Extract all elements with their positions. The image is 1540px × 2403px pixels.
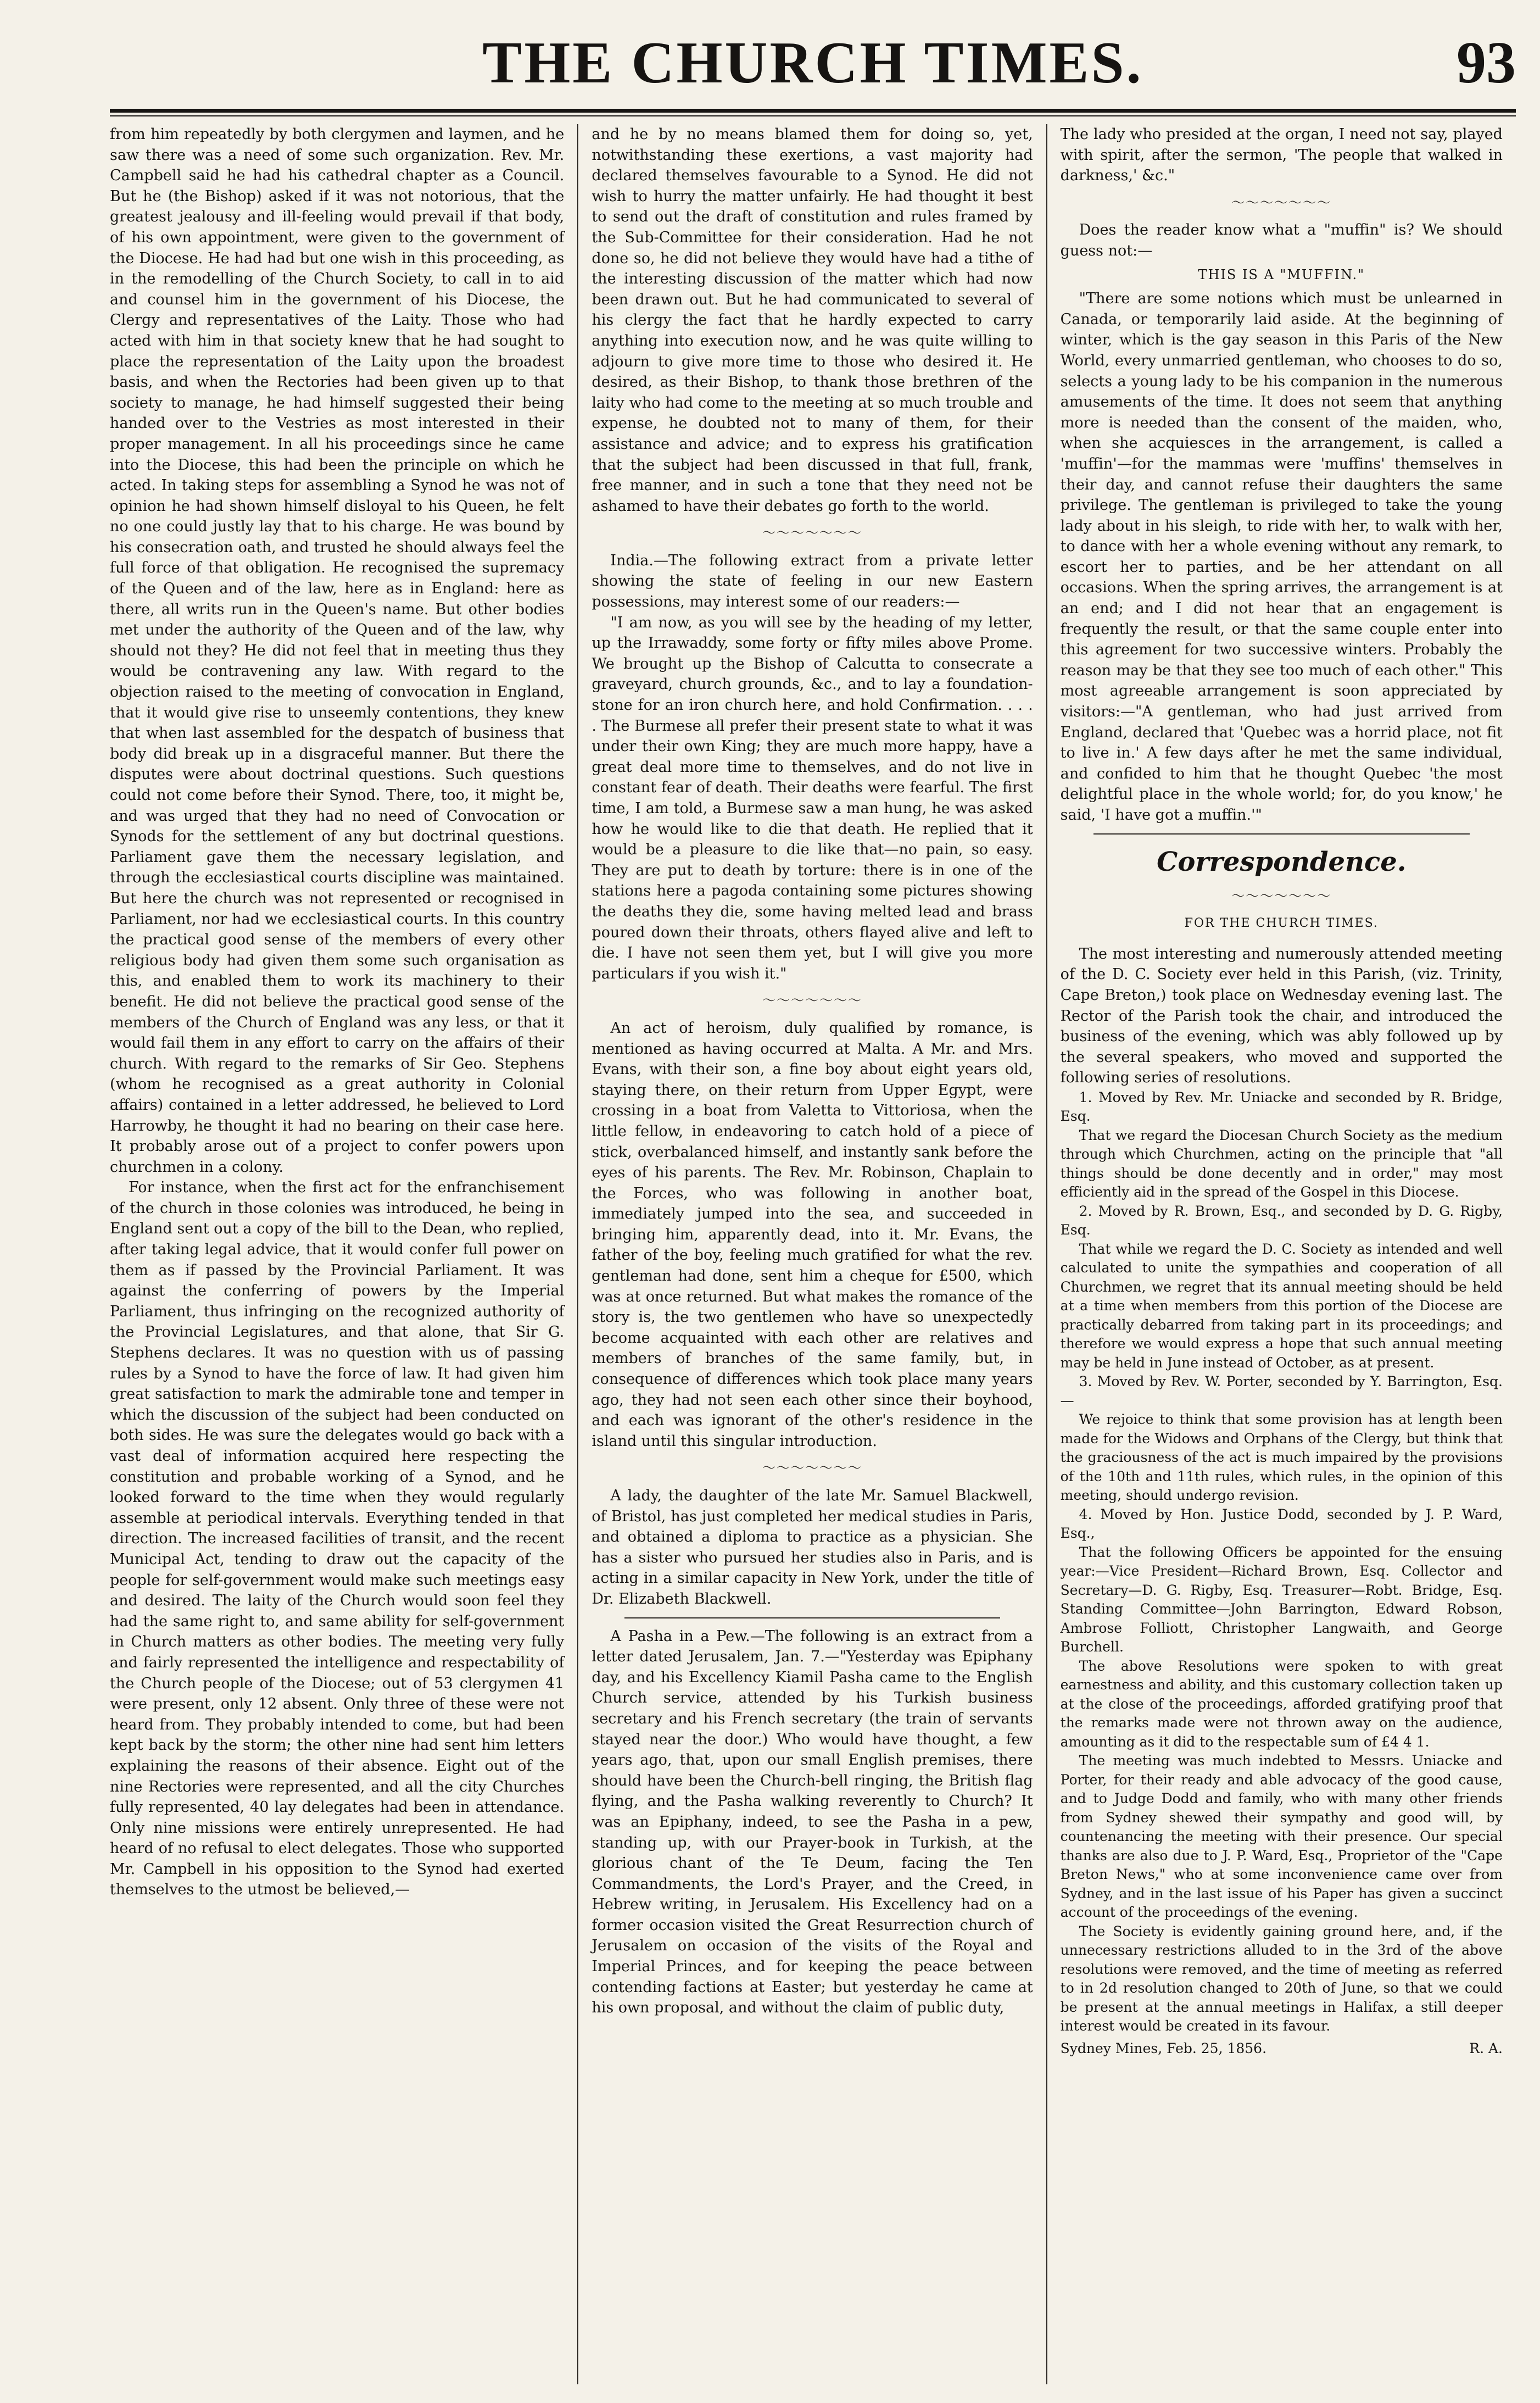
muffin-question: Does the reader know what a "muffin" is? We should guess not:— — [1060, 221, 1503, 259]
correspondence-heading: Correspondence. — [1157, 846, 1407, 877]
resolution-2-mover: 2. Moved by R. Brown, Esq., and seconded by D. G. Rigby, Esq. — [1060, 1203, 1503, 1238]
masthead-rule-thin — [110, 115, 1516, 116]
synod-report-text-continued: For instance, when the first act for the enfranchisement of the church in those colonies was introduced, he being in England sent out a copy of the bill to the Dean, who replied, after taking legal advice, that it would confer full power on them as if passed by the Provincial Parliament. It was against the conferring of powers by the Imperial Parliament, thus infringing on the recognized authority of the Provincial Legislatures, and that alone, that Sir G. Stephens declares. It was no question with us of passing rules by a Synod to have the force of law. It had given him great satisfaction to mark the admirable tone and temper in which the discussion of the subject had been conducted on both sides. He was sure the delegates would go back with a vast deal of information acquired here respecting the constitution and probable working of a Synod, and he looked forward to the time when they would regularly assemble at periodical intervals. Everything tended in that direction. The increased facilities of transit, and the recent Municipal Act, tending to draw out the capacity of the people for self-government would make such meetings easy and desired. The laity of the Church would soon feel they had the same right to, and same ability for self-government in Church matters as other bodies. The meeting very fully and fairly represented the intelligence and respectability of the Church people of the Diocese; out of 53 clergymen 41 were present, only 12 absent. Only three of these were not heard from. They probably intended to come, but had been kept back by the storm; the other nine had sent him letters explaining the reasons of their absence. Eight out of the nine Rectories were represented, and all the city Churches fully represented, 40 lay delegates had been in attendance. Only nine missions were entirely unrepresented. He had heard of no refusal to elect delegates. Those who supported Mr. Campbell in his opposition to the Synod had exerted themselves to the utmost be believed,— — [110, 1179, 565, 1899]
signoff-initials: R. A. — [1469, 2040, 1503, 2056]
thanks-paragraph: The meeting was much indebted to Messrs. Uniacke and Porter, for their ready and able advocacy of the good cause, and to Judge Dodd and family, who with many other friends from Sydney shewed their sympathy and good will, by countenancing the meeting with their presence. Our special thanks are also due to J. P. Ward, Esq., Proprietor of the "Cape Breton News," who at some inconvenience came over from Sydney, and in the last issue of his Paper has given a succinct account of the proceedings of the evening. — [1060, 1753, 1503, 1921]
muffin-article: "There are some notions which must be unlearned in Canada, or temporarily laid aside. At the beginning of winter, which is the gay season in this Paris of the New World, every unmarried gentleman, who chooses to do so, selects a young lady to be his companion in the numerous amusements of the time. It does not seem that anything more is needed than the consent of the maiden, who, when she acquiesces in the arrangement, is called a 'muffin'—for the mammas were 'muffins' themselves in their day, and cannot refuse their daughters the same privilege. The gentleman is privileged to take the young lady about in his sleigh, to ride with her, to walk with her, to dance with her a whole evening without any remark, to escort her to parties, and be her attendant on all occasions. When the spring arrives, the arrangement is at an end; and I did not hear that an engagement is frequently the result, or that the same couple enter into this agreement for two successive winters. Probably the reason may be that they see too much of each other." This most agreeable arrangement is soon appreciated by visitors:—"A gentleman, who had just arrived from England, declared that 'Quebec was a horrid place, not fit to live in.' A few days after he met the same individual, and confided to him that he thought Quebec 'the most delightful place in the whole world; for, do you know,' he said, 'I have got a muffin.'" — [1060, 290, 1503, 824]
newspaper-page — [110, 22, 1516, 2384]
resolution-3-text: We rejoice to think that some provision has at length been made for the Widows and Orphans of the Clergy, but think that the graciousness of the act is much impaired by the provisions of the 10th and 11th rules, which rules, in the opinion of this meeting, should undergo revision. — [1060, 1411, 1503, 1504]
resolution-3-mover: 3. Moved by Rev. W. Porter, seconded by Y. Barrington, Esq.— — [1060, 1373, 1503, 1409]
separator-line — [1093, 833, 1470, 835]
pasha-article: A Pasha in a Pew.—The following is an extract from a letter dated Jerusalem, Jan. 7.—"Yesterday was Epiphany day, and his Excellency Kiamil Pasha came to the English Church service, attended by his Turkish business secretary and his French secretary (the train of servants stayed near the door.) Who would have thought, a few years ago, that, upon our small English premises, there should have been the Church-bell ringing, the British flag flying, and the Pasha walking reverently to Church? It was an Epiphany, indeed, to see the Pasha in a pew, standing up, with our Prayer-book in Turkish, at the glorious chant of the Te Deum, facing the Ten Commandments, the Lord's Prayer, and the Creed, in Hebrew writing, in Jerusalem. His Excellency had on a former occasion visited the Great Resurrection church of Jerusalem on occasion of the visits of the Royal and Imperial Princes, and for keeping the peace between contending factions at Easter; but yesterday he came at his own proposal, and without the claim of public duty, — [592, 1627, 1033, 2017]
resolution-2-text: That while we regard the D. C. Society as intended and well calculated to unite the sympathies and cooperation of all Churchmen, we regret that its annual meeting should be held at a time when members from this portion of the Diocese are practically debarred from taking part in its proceedings; and therefore we would express a hope that such annual meeting may be held in June instead of October, as at present. — [1060, 1241, 1503, 1371]
article-columns — [110, 124, 1516, 2384]
separator: 〜〜〜〜〜〜〜 — [1231, 194, 1332, 210]
masthead — [110, 22, 1516, 104]
separator: 〜〜〜〜〜〜〜 — [762, 1460, 862, 1476]
separator: 〜〜〜〜〜〜〜 — [762, 993, 862, 1009]
separator-line — [624, 1617, 1000, 1618]
malta-heroism-article: An act of heroism, duly qualified by romance, is mentioned as having occurred at Malta. A Mr. and Mrs. Evans, with their son, a fine boy about eight years old, staying there, on their return from Upper Egypt, were crossing in a boat from Valetta to Vittoriosa, when the little fellow, in endeavoring to catch hold of a piece of stick, overbalanced himself, and instantly sank before the eyes of his parents. The Rev. Mr. Robinson, Chaplain to the Forces, who was following in another boat, immediately jumped into the sea, and succeeded in bringing him, apparently dead, into it. Mr. Evans, the father of the boy, feeling much gratified for what the rev. gentleman had done, sent him a cheque for £500, which was at once returned. But what makes the romance of the story is, the two gentlemen who have so unexpectedly become acquainted with each other are relatives and members of branches of the same family, but, in consequence of differences which took place many years ago, they had not seen each other since their boyhood, and each was ignorant of the other's residence in the island until this singular introduction. — [592, 1019, 1033, 1450]
resolution-1-text: That we regard the Diocesan Church Society as the medium through which Churchmen, acting on the principle that "all things should be done decently and in order," may most efficiently aid in the spread of the Gospel in this Diocese. — [1060, 1127, 1503, 1200]
society-paragraph: The Society is evidently gaining ground here, and, if the unnecessary restrictions alluded to in the 3rd of the above resolutions were removed, and the time of meeting as referred to in 2d resolution changed to 20th of June, so that we could be present at the annual meetings in Halifax, a still deeper interest would be created in its favour. — [1060, 1923, 1503, 2034]
separator: 〜〜〜〜〜〜〜 — [1231, 888, 1332, 904]
collection-paragraph: The above Resolutions were spoken to with great earnestness and ability, and this customary collection taken up at the close of the proceedings, afforded gratifying proof that the remarks made were not thrown away on the audience, amounting as it did to the respectable sum of £4 4 1. — [1060, 1657, 1503, 1750]
separator: 〜〜〜〜〜〜〜 — [762, 525, 862, 541]
newspaper-title: THE CHURCH TIMES. — [482, 30, 1143, 96]
muffin-heading: THIS IS A "MUFFIN." — [1198, 266, 1365, 282]
column-2 — [578, 124, 1047, 2384]
resolution-1-mover: 1. Moved by Rev. Mr. Uniacke and seconded by R. Bridge, Esq. — [1060, 1089, 1503, 1125]
signoff-place-date: Sydney Mines, Feb. 25, 1856. — [1060, 2040, 1267, 2056]
blackwell-article: A lady, the daughter of the late Mr. Samuel Blackwell, of Bristol, has just completed her medical studies in Paris, and obtained a diploma to practice as a physician. She has a sister who pursued her studies also in Paris, and is acting in a similar capacity in New York, under the title of Dr. Elizabeth Blackwell. — [592, 1487, 1033, 1607]
column-3 — [1047, 124, 1516, 2384]
column-1 — [110, 124, 578, 2384]
page-number: 93 — [1457, 30, 1516, 96]
resolution-4-text: That the following Officers be appointed for the ensuing year:—Vice President—Richard Brown, Esq. Collector and Secretary—D. G. Rigby, Esq. Treasurer—Robt. Bridge, Esq. Standing Committee—John Barrington, Edward Robson, Ambrose Folliott, Christopher Langwaith, and George Burchell. — [1060, 1544, 1503, 1655]
synod-report-text: from him repeatedly by both clergymen and laymen, and he saw there was a need of some such organization. Rev. Mr. Campbell said he had his cathedral chapter as a Council. But he (the Bishop) asked if it was not notorious, that the greatest jealousy and ill-feeling would prevail if that body, of his own appointment, were given to the government of the Diocese. He had had but one wish in this proceeding, as in the remodelling of the Church Society, to call in to aid and counsel him in the government of his Diocese, the Clergy and representatives of the Laity. Those who had acted with him in that society knew that he had sought to place the representation of the Laity upon the broadest basis, and when the Rectories had been given up to that society to manage, he had himself suggested their being handed over to the Vestries as most interested in their proper management. In all his proceedings since he came into the Diocese, this had been the principle on which he acted. In taking steps for assembling a Synod he was not of opinion he had shown himself disloyal to his Queen, he felt no one could justly lay that to his charge. He was bound by his consecration oath, and trusted he should always feel the full force of that obligation. He recognised the supremacy of the Queen and of the law, here as in England: here as there, all writs run in the Queen's name. But other bodies met under the authority of the Queen and of the law, why should not they? He did not feel that in meeting thus they would be contravening any law. With regard to the objection raised to the meeting of convocation in England, that it would give rise to unseemly contentions, they knew that when last assembled for the despatch of business that body did break up in a disgraceful manner. But there the disputes were about doctrinal questions. Such questions could not come before their Synod. There, too, it might be, and was urged that they had no need of Convocation or Synods for the settlement of any but doctrinal questions. Parliament gave them the necessary legislation, and through the ecclesiastical courts discipline was maintained. But here the church was not represented or recognised in Parliament, nor had we ecclesiastical courts. In this country the practical good sense of the members of every other religious body had given them some such organisation as this, and enabled them to work its machinery to their benefit. He did not believe the practical good sense of the members of the Church of England was any less, or that it would fail them in any effort to carry on the affairs of their church. With regard to the remarks of Sir Geo. Stephens (whom he recognised as a great authority in Colonial affairs) contained in a letter addressed, he believed to Lord Harrowby, he thought it had no bearing on their case here. It probably arose out of a project to confer powers upon churchmen in a colony. — [110, 126, 565, 1176]
correspondence-subheading: FOR THE CHURCH TIMES. — [1184, 916, 1379, 931]
correspondence-intro: The most interesting and numerously attended meeting of the D. C. Society ever held in this Parish, (viz. Trinity, Cape Breton,) took place on Wednesday evening last. The Rector of the Parish took the chair, and introduced the business of the evening, which was ably followed up by the several speakers, who moved and supported the following series of resolutions. — [1060, 945, 1503, 1087]
resolution-4-mover: 4. Moved by Hon. Justice Dodd, seconded by J. P. Ward, Esq., — [1060, 1506, 1503, 1542]
pasha-article-ending: The lady who presided at the organ, I need not say, played with spirit, after the sermon, 'The people that walked in darkness,' &c." — [1060, 126, 1503, 185]
masthead-rule — [110, 109, 1516, 113]
india-letter: "I am now, as you will see by the heading of my letter, up the Irrawaddy, some forty or fifty miles above Prome. We brought up the Bishop of Calcutta to consecrate a graveyard, church grounds, &c., and to lay a foundation-stone for an iron church here, and hold Confirmation. . . . . The Burmese all prefer their present state to what it was under their own King; they are much more happy, have a great deal more time to themselves, and do not live in constant fear of death. Their deaths were fearful. The first time, I am told, a Burmese saw a man hung, he was asked how he would like to die that death. He replied that it would be a pleasure to die like that—no pain, so easy. They are put to death by torture: there is in one of the stations here a pagoda containing some pictures showing the deaths they die, some having melted lead and brass poured down their throats, others flayed alive and left to die. I have not seen them yet, but I will give you more particulars if you wish it." — [592, 614, 1033, 982]
signoff — [1061, 2039, 1503, 2059]
india-intro: India.—The following extract from a private letter showing the state of feeling in our new Eastern possessions, may interest some of our readers:— — [592, 552, 1033, 611]
synod-report-conclusion: and he by no means blamed them for doing so, yet, notwithstanding these exertions, a vast majority had declared themselves favourable to a Synod. He did not wish to hurry the matter unfairly. He had thought it best to send out the draft of constitution and rules framed by the Sub-Committee for their consideration. Had he not done so, he did not believe they would have had a tithe of the interesting discussion of the matter which had now been drawn out. But he had communicated to several of his clergy the fact that he hardly expected to carry anything into execution now, and he was quite willing to adjourn to give more time to those who desired it. He desired, as their Bishop, to thank those brethren of the laity who had come to the meeting at so much trouble and expense, he doubted not to many of them, for their assistance and advice; and to express his gratification that the subject had been discussed in that full, frank, free manner, and in such a tone that they need not be ashamed to have their debates go forth to the world. — [592, 126, 1033, 515]
